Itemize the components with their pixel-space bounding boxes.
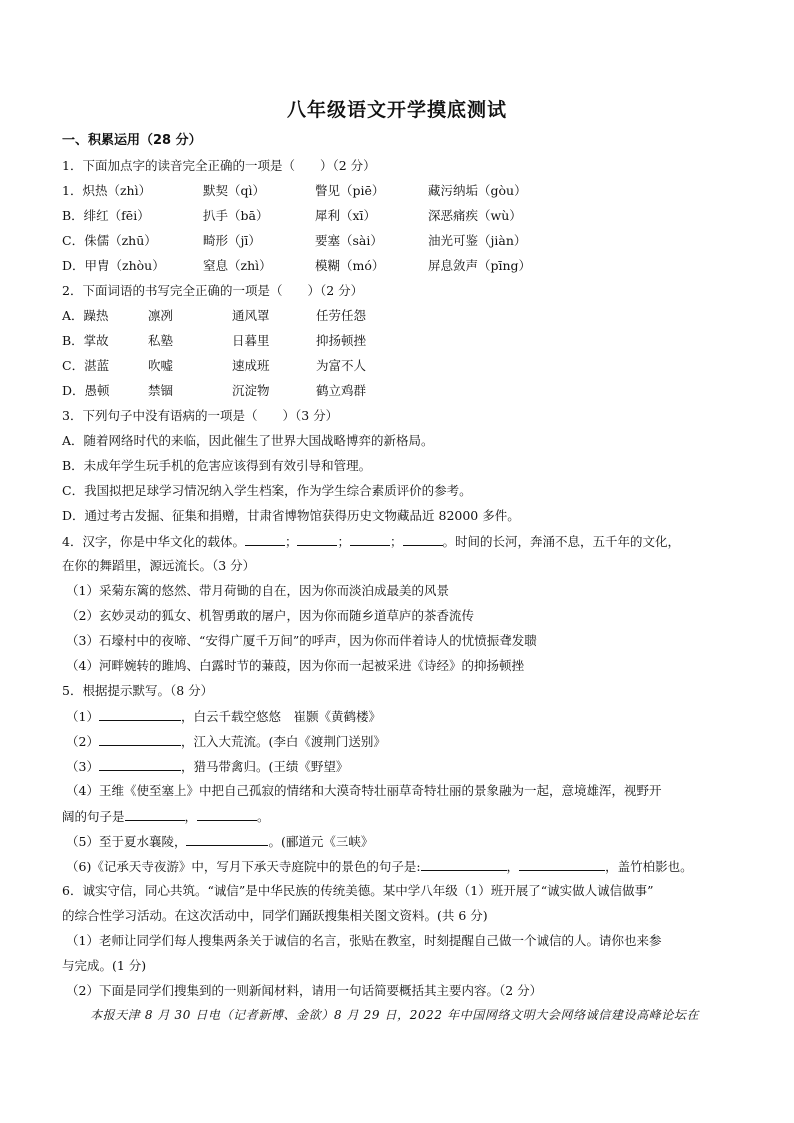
question-5-stem: 5．根据提示默写。（8 分） <box>62 683 214 698</box>
item-text: 。(郦道元《三峡》 <box>268 834 374 849</box>
question-4-item: （1）采菊东篱的悠然、带月荷锄的自在，因为你而淡泊成最美的风景 <box>66 583 449 598</box>
option-cell: 模糊（mó） <box>315 258 385 273</box>
question-4-stem <box>62 532 680 551</box>
item-number: （2） <box>66 734 99 749</box>
separator: ， <box>506 859 520 874</box>
item-text: 阔的句子是 <box>62 809 125 824</box>
question-4-stem-cont: 在你的舞蹈里，源远流长。（3 分） <box>62 558 256 573</box>
option-cell: 凛冽 <box>148 308 174 323</box>
option-cell: 私塾 <box>148 333 174 348</box>
option-cell: 窒息（zhì） <box>203 258 272 273</box>
question-4-item: （2）玄妙灵动的狐女、机智勇敢的屠户，因为你而随乡道草庐的茶香流传 <box>66 608 474 623</box>
option-cell: 抑扬顿挫 <box>316 333 367 348</box>
item-text: ，白云千载空悠悠 崔颢《黄鹤楼》 <box>180 709 381 724</box>
stem-text: 。时间的长河，奔涌不息，五千年的文化， <box>442 534 681 549</box>
option-cell: A．躁热 <box>62 308 109 323</box>
section-heading: 一、积累运用（28 分） <box>62 133 202 148</box>
question-2-stem: 2．下面词语的书写完全正确的一项是（ ）（2 分） <box>62 283 364 298</box>
answer-blank[interactable] <box>421 857 507 871</box>
question-4-item: （4）河畔婉转的雎鸠、白露时节的蒹葭，因为你而一起被采进《诗经》的抑扬顿挫 <box>66 658 524 673</box>
option-cell: 速成班 <box>232 358 270 373</box>
answer-blank[interactable] <box>186 832 268 846</box>
option-cell: 默契（qì） <box>203 183 265 198</box>
question-6-sub-2: （2）下面是同学们搜集到的一则新闻材料，请用一句话简要概括其主要内容。（2 分） <box>66 983 543 998</box>
recitation-line-3 <box>66 757 348 776</box>
option-c: C．我国拟把足球学习情况纳入学生档案，作为学生综合素质评价的参考。 <box>62 483 472 498</box>
answer-blank[interactable] <box>99 732 181 746</box>
option-cell: 屏息敛声（pīng） <box>428 258 532 273</box>
option-cell: D．愚顿 <box>62 383 110 398</box>
recitation-line-2 <box>66 732 386 751</box>
news-excerpt: 本报天津 8 月 30 日电（记者新博、金欲）8 月 29 日，2022 年中国网络文明大会网络诚信建设高峰论坛在 <box>90 1008 700 1022</box>
option-cell: B．绯红（fēi） <box>62 208 150 223</box>
question-1-stem: 1．下面加点字的读音完全正确的一项是（ ）（2 分） <box>62 158 376 173</box>
answer-blank[interactable] <box>245 532 285 546</box>
separator: ； <box>337 534 350 549</box>
option-cell: 禁锢 <box>148 383 174 398</box>
item-text: （6)《记承天寺夜游》中，写月下承天寺庭院中的景色的句子是: <box>66 859 421 874</box>
option-cell: 1．炽热（zhì） <box>62 183 152 198</box>
answer-blank[interactable] <box>519 857 605 871</box>
answer-blank[interactable] <box>297 532 337 546</box>
item-text: ，猎马带禽归。(王绩《野望》 <box>180 759 349 774</box>
option-a: A．随着网络时代的来临，因此催生了世界大国战略博弈的新格局。 <box>62 433 434 448</box>
answer-blank[interactable] <box>125 807 185 821</box>
option-cell: B．掌故 <box>62 333 109 348</box>
answer-blank[interactable] <box>99 757 181 771</box>
option-b: B．未成年学生玩手机的危害应该得到有效引导和管理。 <box>62 458 372 473</box>
option-cell: 通风罩 <box>232 308 270 323</box>
option-cell: C．湛蓝 <box>62 358 110 373</box>
option-cell: 吹嘘 <box>148 358 174 373</box>
recitation-line-4: （4）王维《使至塞上》中把自己孤寂的情绪和大漠奇特壮丽草奇特壮丽的景象融为一起，意境雄浑，视野开 <box>66 783 662 798</box>
option-d: D．通过考古发掘、征集和捐赠，甘肃省博物馆获得历史文物藏品近 82000 多件。 <box>62 508 520 523</box>
recitation-line-5 <box>66 832 373 851</box>
option-cell: C．侏儒（zhū） <box>62 233 157 248</box>
option-cell: 要塞（sài） <box>315 233 383 248</box>
answer-blank[interactable] <box>99 707 181 721</box>
recitation-line-4-cont <box>62 807 270 826</box>
item-number: （1） <box>66 709 99 724</box>
separator: 。 <box>257 809 270 824</box>
separator: ， <box>184 809 198 824</box>
question-6-sub-1-cont: 与完成。(1 分) <box>62 958 147 973</box>
stem-text: 4．汉字，你是中华文化的载体。 <box>62 534 245 549</box>
page-title: 八年级语文开学摸底测试 <box>286 99 507 121</box>
answer-blank[interactable] <box>197 807 257 821</box>
option-cell: D．甲胄（zhòu） <box>62 258 165 273</box>
recitation-line-1 <box>66 707 381 726</box>
separator: ； <box>284 534 298 549</box>
option-cell: 为富不人 <box>316 358 367 373</box>
answer-blank[interactable] <box>403 532 443 546</box>
question-3-stem: 3．下列句子中没有语病的一项是（ ）（3 分） <box>62 408 339 423</box>
question-6-stem-cont: 的综合性学习活动。在这次活动中，同学们踊跃搜集相关图文资料。(共 6 分) <box>62 908 488 923</box>
item-text: ，江入大荒流。(李白《渡荆门送别》 <box>180 734 386 749</box>
item-text: ，盖竹柏影也。 <box>605 859 693 874</box>
option-cell: 鹤立鸡群 <box>316 383 367 398</box>
option-cell: 深恶痛疾（wù） <box>428 208 522 223</box>
item-text: （5）至于夏水襄陵， <box>66 834 187 849</box>
option-cell: 沉淀物 <box>232 383 270 398</box>
question-4-item: （3）石壕村中的夜啼、“安得广厦千万间”的呼声，因为你而伴着诗人的忧愤振聋发聩 <box>66 633 537 648</box>
recitation-line-6 <box>66 857 693 876</box>
option-cell: 任劳任怨 <box>316 308 367 323</box>
option-cell: 日暮里 <box>232 333 270 348</box>
item-number: （3） <box>66 759 99 774</box>
separator: ； <box>390 534 403 549</box>
option-cell: 畸形（jī） <box>203 233 261 248</box>
option-cell: 藏污纳垢（gòu） <box>428 183 527 198</box>
question-6-sub-1: （1）老师让同学们每人搜集两条关于诚信的名言，张贴在教室，时刻提醒自己做一个诚信的人。请你也来参 <box>66 933 662 948</box>
question-6-stem: 6．诚实守信，同心共筑。“诚信”是中华民族的传统美德。某中学八年级（1）班开展了“诚实做人诚信做事” <box>62 883 654 898</box>
option-cell: 油光可鉴（jiàn） <box>428 233 527 248</box>
option-cell: 犀利（xī） <box>315 208 377 223</box>
answer-blank[interactable] <box>350 532 390 546</box>
option-cell: 瞥见（piē） <box>315 183 385 198</box>
option-cell: 扒手（bā） <box>203 208 269 223</box>
